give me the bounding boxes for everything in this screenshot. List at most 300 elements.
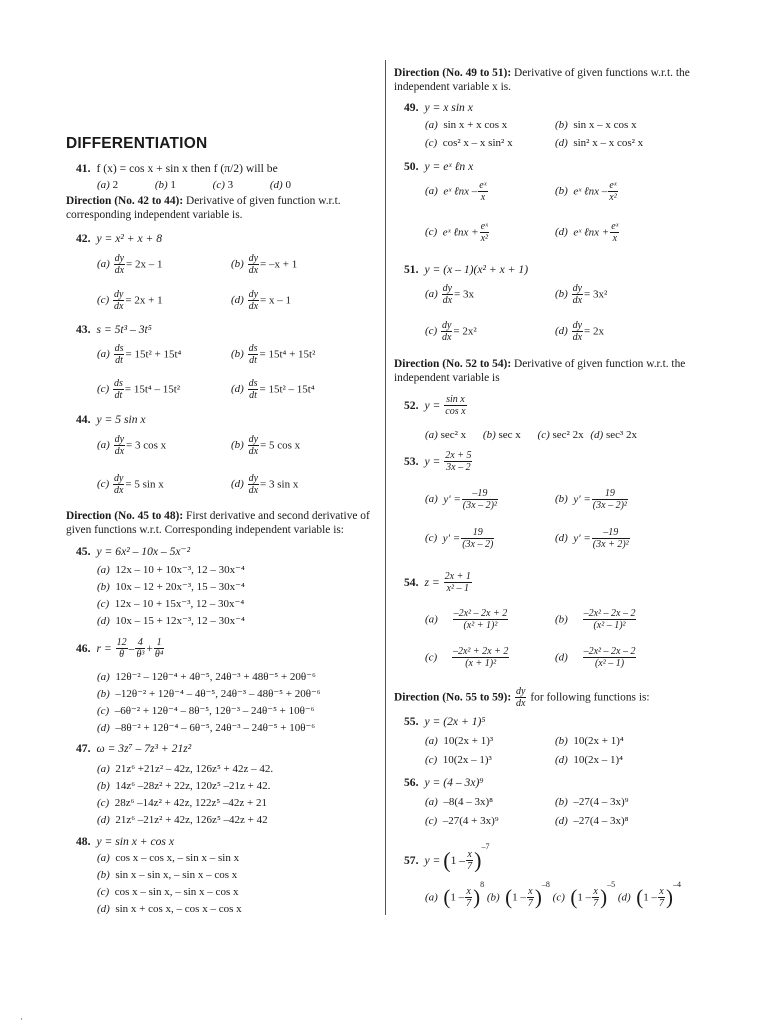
option-label: (d) bbox=[617, 891, 631, 904]
option-expr: –27(4 – 3x)⁹ bbox=[573, 796, 629, 808]
question-number: 55. bbox=[404, 715, 419, 728]
numerator: dy bbox=[248, 253, 259, 264]
question-number: 53. bbox=[404, 455, 419, 468]
option-label: (c) bbox=[97, 383, 110, 396]
option-expr: 10x – 12 + 20x⁻³, 15 – 30x⁻⁴ bbox=[115, 581, 245, 593]
option-label: (c) bbox=[97, 598, 110, 610]
direction-55-59 bbox=[394, 686, 650, 709]
denominator: dt bbox=[115, 355, 123, 366]
fraction bbox=[116, 637, 128, 660]
option-expr: = 2x – 1 bbox=[126, 258, 163, 271]
option-label: (d) bbox=[555, 651, 568, 664]
denominator: dx bbox=[248, 265, 259, 276]
denominator: 7 bbox=[466, 897, 472, 909]
fraction bbox=[608, 180, 617, 203]
option-c: 3 bbox=[227, 179, 234, 191]
option-expr: = 2x + 1 bbox=[125, 294, 163, 307]
numerator: dy bbox=[114, 434, 125, 445]
option-c: sec² 2x bbox=[552, 429, 584, 441]
base-expr: 1 – bbox=[450, 853, 466, 867]
q47-option-c bbox=[97, 797, 267, 809]
fraction bbox=[462, 488, 498, 511]
option-label: (d) bbox=[555, 226, 568, 239]
question-55 bbox=[404, 715, 485, 728]
option-expr: = 15t² + 15t⁴ bbox=[125, 348, 182, 361]
option-label: (c) bbox=[97, 886, 110, 898]
denominator: dt bbox=[114, 390, 123, 401]
question-expr: y = x² + x + 8 bbox=[96, 232, 163, 245]
fraction bbox=[444, 394, 466, 417]
denominator: dx bbox=[516, 698, 526, 709]
denominator: 7 bbox=[593, 897, 599, 909]
fraction bbox=[583, 608, 637, 631]
option-label: (c) bbox=[425, 651, 438, 664]
question-41 bbox=[76, 162, 278, 175]
fraction bbox=[466, 849, 473, 872]
numerator: 12 bbox=[116, 637, 127, 648]
denominator: x bbox=[480, 192, 486, 203]
q45-option-c bbox=[97, 597, 244, 610]
option-expr: sin x – x cos x bbox=[573, 119, 637, 131]
q46-option-a bbox=[97, 670, 316, 683]
numerator: 19 bbox=[592, 488, 628, 500]
question-expr: s = 5t³ – 3t⁵ bbox=[96, 323, 152, 336]
denominator: 3x – 2 bbox=[446, 462, 471, 473]
numerator: 1 bbox=[154, 637, 164, 649]
option-label: (d) bbox=[555, 532, 568, 545]
question-lhs: z = bbox=[424, 576, 440, 589]
q49-option-c bbox=[425, 137, 513, 149]
q50-option-c bbox=[425, 221, 490, 244]
numerator: 2x + 1 bbox=[444, 571, 471, 582]
option-expr: 21z⁶ –21z² + 42z, 126z⁵ –42z + 42 bbox=[115, 814, 268, 826]
q55-option-d bbox=[555, 754, 623, 766]
denominator: dx bbox=[248, 301, 259, 312]
question-expr: y = (4 – 3x)⁹ bbox=[424, 776, 484, 789]
option-label: (b) bbox=[486, 891, 500, 904]
denominator: dx bbox=[114, 446, 125, 457]
numerator: x bbox=[528, 885, 533, 897]
numerator: dy bbox=[516, 686, 526, 697]
numerator: x bbox=[593, 885, 598, 897]
question-lhs: y = bbox=[424, 399, 441, 412]
question-number: 47. bbox=[76, 742, 91, 755]
column-divider bbox=[385, 60, 386, 915]
option-expr: = 3x bbox=[454, 288, 474, 301]
option-label: (a) bbox=[425, 735, 438, 747]
denominator: dt bbox=[249, 390, 257, 401]
option-d: sec³ 2x bbox=[605, 429, 638, 441]
option-expr: = 5 sin x bbox=[125, 478, 164, 491]
question-56 bbox=[404, 776, 483, 789]
fraction bbox=[452, 646, 509, 669]
option-label: (d) bbox=[231, 294, 244, 307]
option-label: (b) bbox=[231, 258, 244, 271]
fraction bbox=[583, 646, 637, 669]
q50-option-d bbox=[555, 221, 620, 244]
option-expr: eˣ ℓnx + bbox=[573, 226, 610, 239]
option-label: (b) bbox=[482, 429, 496, 441]
option-label: (c) bbox=[97, 294, 110, 307]
fraction bbox=[461, 527, 494, 550]
q56-option-d bbox=[555, 815, 629, 827]
numerator: eˣ bbox=[480, 221, 488, 232]
option-label: (a) bbox=[97, 348, 110, 361]
option-a: sec² x bbox=[440, 429, 467, 441]
q42-option-c bbox=[97, 289, 163, 312]
denominator: (x² + 1)² bbox=[463, 620, 498, 631]
option-label: (a) bbox=[425, 119, 438, 131]
denominator: dt bbox=[249, 355, 257, 366]
numerator: dy bbox=[248, 473, 259, 484]
question-number: 54. bbox=[404, 576, 419, 589]
q53-option-d bbox=[555, 527, 631, 550]
q51-option-c bbox=[425, 320, 477, 343]
option-b: 1 bbox=[170, 179, 176, 191]
fraction bbox=[114, 343, 125, 366]
fraction bbox=[248, 253, 259, 276]
option-label: (a) bbox=[425, 796, 438, 808]
numerator: dy bbox=[113, 289, 124, 300]
denominator: dx bbox=[572, 332, 583, 343]
option-label: (c) bbox=[537, 429, 550, 441]
q50-option-a bbox=[425, 180, 489, 203]
numerator: dy bbox=[572, 320, 583, 331]
question-number: 46. bbox=[76, 642, 91, 655]
question-lhs: r = bbox=[96, 642, 112, 655]
option-expr: 12θ⁻² – 12θ⁻⁴ + 4θ⁻⁵, 24θ⁻³ + 48θ⁻⁵ + 20θ⁻⁶ bbox=[115, 671, 316, 683]
option-label: (c) bbox=[212, 179, 225, 191]
option-label: (b) bbox=[97, 869, 110, 881]
q57-options: (a) (1 – $\frac{x}{7}$ )$^8$ (b) (1 – $\frac{x}{7}$ )$^{-8}$ (c) (1 – $\frac{x}{7}$ )$^{-5}$ (d) (1 – $\frac{x}{7}$ )$^{-4}$ bbox=[425, 880, 681, 909]
fraction bbox=[572, 283, 583, 306]
option-label: (c) bbox=[425, 532, 438, 545]
option-label: (d) bbox=[231, 478, 244, 491]
fraction bbox=[248, 289, 259, 312]
q47-option-b bbox=[97, 780, 270, 792]
option-expr: –27(4 – 3x)⁸ bbox=[573, 815, 629, 827]
option-expr: 10(2x – 1)⁴ bbox=[573, 754, 623, 766]
option-label: (d) bbox=[97, 722, 110, 734]
fraction bbox=[248, 378, 259, 401]
q44-option-a bbox=[97, 434, 166, 457]
option-expr: = 2x bbox=[584, 325, 604, 338]
option-label: (c) bbox=[552, 891, 565, 904]
numerator: dy bbox=[442, 283, 453, 294]
option-label: (c) bbox=[97, 705, 110, 717]
denominator: dx bbox=[572, 295, 583, 306]
numerator: 19 bbox=[461, 527, 494, 539]
question-number: 48. bbox=[76, 835, 91, 848]
direction-label: Direction (No. 45 to 48): bbox=[66, 510, 184, 522]
question-50 bbox=[404, 160, 473, 173]
q47-option-a bbox=[97, 763, 273, 775]
question-54 bbox=[404, 571, 473, 594]
numerator: eˣ bbox=[479, 180, 487, 191]
direction-45-48 bbox=[66, 510, 376, 537]
question-number: 57. bbox=[404, 853, 419, 867]
option-label: (d) bbox=[555, 754, 568, 766]
q44-option-d bbox=[231, 473, 298, 496]
direction-label: Direction (No. 49 to 51): bbox=[394, 67, 512, 79]
option-label: (c) bbox=[425, 815, 438, 827]
denominator: 7 bbox=[467, 860, 473, 872]
option-expr: 12x – 10 + 10x⁻³, 12 – 30x⁻⁴ bbox=[115, 564, 245, 576]
q53-option-c bbox=[425, 527, 495, 550]
numerator: –19 bbox=[462, 488, 498, 500]
direction-text: First derivative and second derivative of given functions w.r.t. Corresponding independent variable is: bbox=[66, 510, 370, 536]
option-expr: 28z⁶ –14z² + 42z, 122z⁵ –42z + 21 bbox=[114, 797, 268, 809]
denominator: (x + 1)² bbox=[465, 658, 497, 669]
numerator: –2x² – 2x – 2 bbox=[583, 646, 636, 657]
numerator: ds bbox=[248, 378, 258, 389]
option-label: (d) bbox=[555, 815, 568, 827]
q44-option-b bbox=[231, 434, 300, 457]
question-number: 41. bbox=[76, 162, 91, 175]
option-label: (b) bbox=[555, 185, 568, 198]
question-52 bbox=[404, 394, 468, 417]
q49-option-b bbox=[555, 119, 637, 131]
option-expr: = 3x² bbox=[584, 288, 608, 301]
q46-option-c bbox=[97, 704, 315, 717]
fraction bbox=[113, 473, 124, 496]
numerator: x bbox=[466, 885, 471, 897]
q45-option-d bbox=[97, 614, 245, 627]
q52-options bbox=[425, 429, 637, 441]
option-label: (b) bbox=[231, 348, 244, 361]
option-label: (a) bbox=[97, 258, 110, 271]
fraction bbox=[658, 886, 665, 909]
q47-option-d bbox=[97, 814, 268, 826]
q51-option-b bbox=[555, 283, 607, 306]
option-label: (a) bbox=[97, 852, 110, 864]
denominator: dx bbox=[248, 446, 259, 457]
option-expr: 10(2x – 1)³ bbox=[442, 754, 492, 766]
q46-option-b bbox=[97, 687, 321, 700]
option-label: (d) bbox=[97, 615, 110, 627]
denominator: θ³ bbox=[136, 649, 145, 660]
option-expr: = 15t⁴ – 15t² bbox=[124, 383, 181, 396]
option-expr: y′ = bbox=[443, 493, 461, 506]
option-label: (b) bbox=[555, 735, 568, 747]
question-expr: y = (2x + 1)⁵ bbox=[424, 715, 486, 728]
fraction bbox=[515, 686, 526, 709]
denominator: dx bbox=[442, 295, 453, 306]
numerator: dy bbox=[572, 283, 583, 294]
option-expr: = –x + 1 bbox=[260, 258, 298, 271]
q49-option-a bbox=[425, 119, 507, 131]
q55-option-b bbox=[555, 735, 624, 747]
fraction bbox=[465, 886, 472, 909]
option-label: (c) bbox=[425, 754, 438, 766]
fraction bbox=[113, 378, 124, 401]
option-expr: = 3 cos x bbox=[126, 439, 167, 452]
q45-option-a bbox=[97, 563, 245, 576]
q51-option-d bbox=[555, 320, 604, 343]
section-title: DIFFERENTIATION bbox=[66, 135, 208, 152]
numerator: ds bbox=[248, 343, 258, 354]
question-44 bbox=[76, 413, 146, 426]
option-label: (d) bbox=[269, 179, 283, 191]
denominator: (3x – 2)² bbox=[592, 500, 627, 511]
denominator: θ⁴ bbox=[154, 649, 164, 660]
option-label: (b) bbox=[555, 493, 568, 506]
q45-option-b bbox=[97, 580, 245, 593]
direction-49-51 bbox=[394, 67, 710, 94]
fraction bbox=[248, 434, 259, 457]
option-expr: eˣ ℓnx – bbox=[573, 185, 608, 198]
option-a: 2 bbox=[112, 179, 119, 191]
direction-text: Derivative of given function w.r.t. corresponding independent variable is. bbox=[66, 195, 341, 221]
option-label: (a) bbox=[425, 185, 438, 198]
numerator: sin x bbox=[446, 394, 465, 405]
option-label: (b) bbox=[97, 688, 110, 700]
option-expr: 10(2x + 1)⁴ bbox=[573, 735, 624, 747]
option-label: (a) bbox=[425, 429, 438, 441]
option-label: (d) bbox=[97, 903, 110, 915]
option-label: (c) bbox=[425, 226, 438, 239]
numerator: x bbox=[659, 885, 664, 897]
q42-option-b bbox=[231, 253, 297, 276]
option-label: (b) bbox=[555, 119, 568, 131]
option-label: (c) bbox=[425, 137, 438, 149]
option-expr: y′ = bbox=[442, 532, 461, 545]
question-46: 46. r = $\frac{12}{\theta}$ – $\frac{4}{\text{θ³}}$ + $\frac{1}{\text{θ⁴}}$ bbox=[76, 637, 164, 660]
q49-option-d bbox=[555, 137, 643, 149]
question-expr: y = (x – 1)(x² + x + 1) bbox=[424, 263, 529, 276]
q43-option-c bbox=[97, 378, 180, 401]
option-label: (b) bbox=[555, 288, 568, 301]
option-expr: sin x + cos x, – cos x – cos x bbox=[115, 903, 242, 915]
q55-option-c bbox=[425, 754, 492, 766]
numerator: dy bbox=[113, 473, 124, 484]
option-expr: = 15t² – 15t⁴ bbox=[259, 383, 315, 396]
denominator: (3x + 2)² bbox=[592, 539, 629, 550]
fraction bbox=[444, 450, 472, 473]
option-expr: –8θ⁻² + 12θ⁻⁴ – 6θ⁻⁵, 24θ⁻³ – 24θ⁻⁵ + 10θ⁻⁶ bbox=[115, 722, 316, 734]
fraction bbox=[610, 221, 619, 244]
option-c-exponent: –5 bbox=[607, 880, 616, 889]
q53-option-a bbox=[425, 488, 499, 511]
option-label: (a) bbox=[97, 564, 110, 576]
question-47 bbox=[76, 742, 191, 755]
numerator: dy bbox=[248, 434, 259, 445]
q56-option-b bbox=[555, 796, 629, 808]
numerator: ds bbox=[114, 343, 124, 354]
numerator: dy bbox=[114, 253, 125, 264]
question-number: 44. bbox=[76, 413, 91, 426]
fraction bbox=[478, 180, 487, 203]
question-42 bbox=[76, 232, 162, 245]
option-expr: y′ = bbox=[573, 493, 591, 506]
fraction bbox=[154, 637, 164, 660]
option-expr: 10(2x + 1)³ bbox=[443, 735, 494, 747]
fraction bbox=[113, 289, 124, 312]
q50-option-b bbox=[555, 180, 619, 203]
q43-option-b bbox=[231, 343, 315, 366]
question-48 bbox=[76, 835, 174, 848]
option-label: (c) bbox=[97, 797, 110, 809]
denominator: dx bbox=[113, 485, 124, 496]
option-expr: = 5 cos x bbox=[260, 439, 301, 452]
denominator: (x² – 1)² bbox=[593, 620, 626, 631]
q41-options bbox=[97, 179, 291, 191]
direction-text: Derivative of given function w.r.t. the independent variable is bbox=[394, 358, 686, 384]
option-b: sec x bbox=[498, 429, 521, 441]
denominator: (x² – 1) bbox=[594, 658, 625, 669]
q54-option-a bbox=[425, 608, 509, 631]
numerator: 2x + 5 bbox=[445, 450, 472, 461]
option-label: (a) bbox=[97, 763, 110, 775]
numerator: –2x² – 2x + 2 bbox=[453, 608, 508, 619]
q42-option-d bbox=[231, 289, 291, 312]
q48-option-c bbox=[97, 886, 238, 898]
question-49 bbox=[404, 101, 473, 114]
question-number: 42. bbox=[76, 232, 91, 245]
numerator: 4 bbox=[135, 637, 145, 649]
option-expr: –6θ⁻² + 12θ⁻⁴ – 8θ⁻⁵, 12θ⁻³ – 24θ⁻⁵ + 10θ⁻⁶ bbox=[114, 705, 315, 717]
option-expr: cos x – cos x, – sin x – sin x bbox=[115, 852, 240, 864]
option-expr: 12x – 10 + 15x⁻³, 12 – 30x⁻⁴ bbox=[114, 598, 245, 610]
question-text: f (x) = cos x + sin x then f (π/2) will be bbox=[96, 162, 278, 175]
fraction bbox=[442, 283, 453, 306]
question-45 bbox=[76, 544, 190, 558]
option-label: (b) bbox=[555, 796, 568, 808]
q54-option-b bbox=[555, 608, 637, 631]
option-label: (d) bbox=[97, 814, 110, 826]
denominator: cos x bbox=[445, 406, 466, 417]
question-number: 52. bbox=[404, 399, 419, 412]
question-number: 43. bbox=[76, 323, 91, 336]
direction-label: Direction (No. 55 to 59): bbox=[394, 691, 512, 704]
option-d-exponent: –4 bbox=[672, 880, 681, 889]
question-43 bbox=[76, 323, 152, 336]
denominator: x bbox=[612, 233, 618, 244]
denominator: dx bbox=[441, 332, 452, 343]
denominator: x² bbox=[480, 233, 489, 244]
question-number: 50. bbox=[404, 160, 419, 173]
option-label: (d) bbox=[555, 325, 568, 338]
q42-option-a bbox=[97, 253, 163, 276]
numerator: eˣ bbox=[609, 180, 617, 191]
q46-option-d bbox=[97, 721, 315, 734]
option-a-exponent: 8 bbox=[480, 880, 485, 889]
option-label: (b) bbox=[555, 613, 568, 626]
denominator: dx bbox=[114, 265, 125, 276]
q55-option-a bbox=[425, 735, 493, 747]
fraction bbox=[592, 886, 599, 909]
option-label: (d) bbox=[555, 137, 568, 149]
question-lhs: y = bbox=[424, 853, 441, 867]
fraction bbox=[248, 343, 259, 366]
option-expr: sin x – sin x, – sin x – cos x bbox=[115, 869, 238, 881]
q44-option-c bbox=[97, 473, 164, 496]
question-lhs: y = bbox=[424, 455, 441, 468]
q48-option-b bbox=[97, 869, 237, 881]
q54-option-c bbox=[425, 646, 510, 669]
q56-option-a bbox=[425, 796, 493, 808]
denominator: 7 bbox=[658, 897, 664, 909]
fraction bbox=[114, 434, 125, 457]
option-expr: = x – 1 bbox=[260, 294, 291, 307]
option-expr: 21z⁶ +21z² – 42z, 126z⁵ + 42z – 42. bbox=[115, 763, 274, 775]
option-expr: sin x + x cos x bbox=[443, 119, 508, 131]
q43-option-d bbox=[231, 378, 315, 401]
fraction bbox=[441, 320, 452, 343]
fraction bbox=[527, 886, 534, 909]
option-d: 0 bbox=[285, 179, 291, 191]
fraction bbox=[453, 608, 509, 631]
